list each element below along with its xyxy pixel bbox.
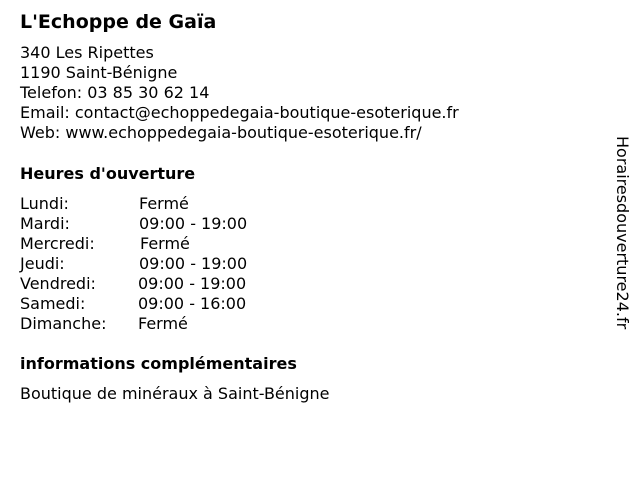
- day-hours: 09:00 - 16:00: [138, 294, 247, 313]
- site-watermark: Horairesdouverture24.fr: [613, 136, 632, 330]
- phone-number: Telefon: 03 85 30 62 14: [20, 83, 210, 102]
- day-hours: 09:00 - 19:00: [138, 274, 247, 293]
- address-street: 340 Les Ripettes: [20, 43, 154, 62]
- website-url: Web: www.echoppedegaia-boutique-esoterique.fr/: [20, 123, 422, 142]
- day-label: Dimanche:: [20, 314, 107, 333]
- business-name: L'Echoppe de Gaïa: [20, 11, 217, 33]
- day-hours: Fermé: [139, 194, 189, 213]
- day-hours: 09:00 - 19:00: [139, 254, 248, 273]
- day-label: Mercredi:: [20, 234, 95, 253]
- day-label: Mardi:: [20, 214, 70, 233]
- additional-info-heading: informations complémentaires: [20, 354, 297, 373]
- day-label: Jeudi:: [20, 254, 65, 273]
- address-city: 1190 Saint-Bénigne: [20, 63, 178, 82]
- email-address: Email: contact@echoppedegaia-boutique-esoterique.fr: [20, 103, 459, 122]
- day-label: Lundi:: [20, 194, 69, 213]
- day-label: Samedi:: [20, 294, 86, 313]
- contact-block: [20, 43, 459, 143]
- day-hours: Fermé: [140, 234, 190, 253]
- day-label: Vendredi:: [20, 274, 96, 293]
- day-hours: 09:00 - 19:00: [139, 214, 248, 233]
- opening-hours-heading: Heures d'ouverture: [20, 164, 196, 183]
- day-hours: Fermé: [138, 314, 188, 333]
- additional-info-text: Boutique de minéraux à Saint-Bénigne: [20, 384, 330, 403]
